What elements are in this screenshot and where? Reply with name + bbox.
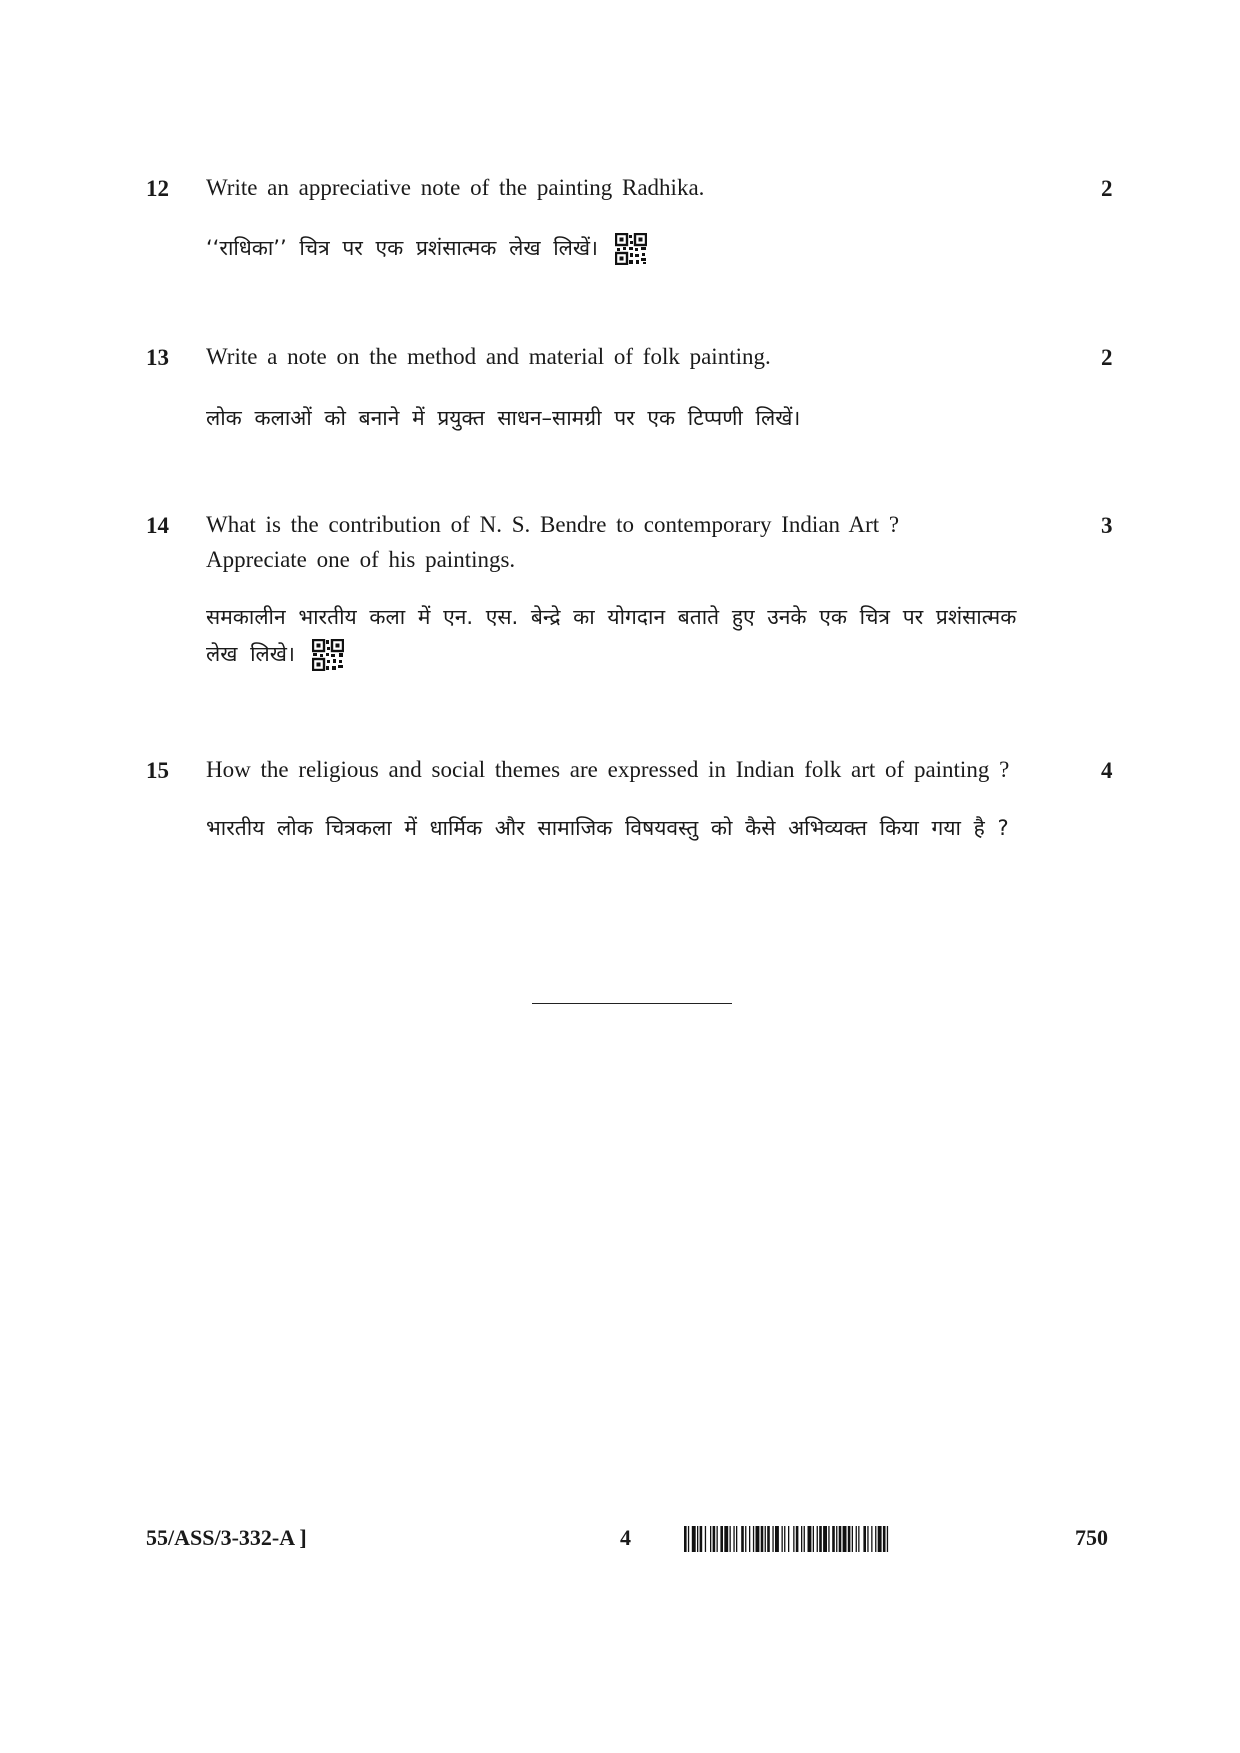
paper-code: 55/ASS/3-332-A ] bbox=[146, 1525, 307, 1550]
question-marks: 4 bbox=[1101, 758, 1113, 783]
question-marks: 2 bbox=[1101, 176, 1113, 201]
question-number: 12 bbox=[146, 176, 169, 201]
qr-code-icon bbox=[615, 233, 647, 265]
question-text-english: Write an appreciative note of the painting Radhika. bbox=[206, 175, 705, 200]
question-marks: 3 bbox=[1101, 513, 1113, 538]
question-marks: 2 bbox=[1101, 345, 1113, 370]
question-text-hindi bbox=[206, 400, 1076, 437]
serial-number: 750 bbox=[1075, 1525, 1108, 1550]
question-number: 13 bbox=[146, 345, 169, 370]
page-number: 4 bbox=[620, 1525, 631, 1550]
question-text-hindi bbox=[206, 599, 1046, 673]
question-number: 14 bbox=[146, 513, 169, 538]
question-text-english: How the religious and social themes are expressed in Indian folk art of painting ? bbox=[206, 757, 1010, 782]
question-text-hindi bbox=[206, 810, 1086, 847]
hindi-text: लोक कलाओं को बनाने में प्रयुक्त साधन–सामग्री पर एक टिप्पणी लिखें। bbox=[206, 406, 801, 430]
hindi-text: भारतीय लोक चित्रकला में धार्मिक और सामाजिक विषयवस्तु को कैसे अभिव्यक्त किया गया है ? bbox=[206, 816, 1009, 840]
hindi-text: समकालीन भारतीय कला में एन. एस. बेन्द्रे का योगदान बताते हुए उनके एक चित्र पर प्रशंसात्मक लेख लिखे। bbox=[206, 605, 1017, 666]
question-text-english: What is the contribution of N. S. Bendre to contemporary Indian Art ? Appreciate one of his paintings. bbox=[206, 512, 900, 572]
question-text-english: Write a note on the method and material of folk painting. bbox=[206, 344, 771, 369]
hindi-text: ‘‘राधिका’’ चित्र पर एक प्रशंसात्मक लेख लिखें। bbox=[206, 236, 599, 260]
end-of-paper-divider bbox=[532, 1003, 732, 1004]
qr-code-icon bbox=[312, 639, 344, 671]
question-number: 15 bbox=[146, 758, 169, 783]
question-text-hindi bbox=[206, 230, 1076, 267]
barcode-icon bbox=[684, 1526, 996, 1552]
